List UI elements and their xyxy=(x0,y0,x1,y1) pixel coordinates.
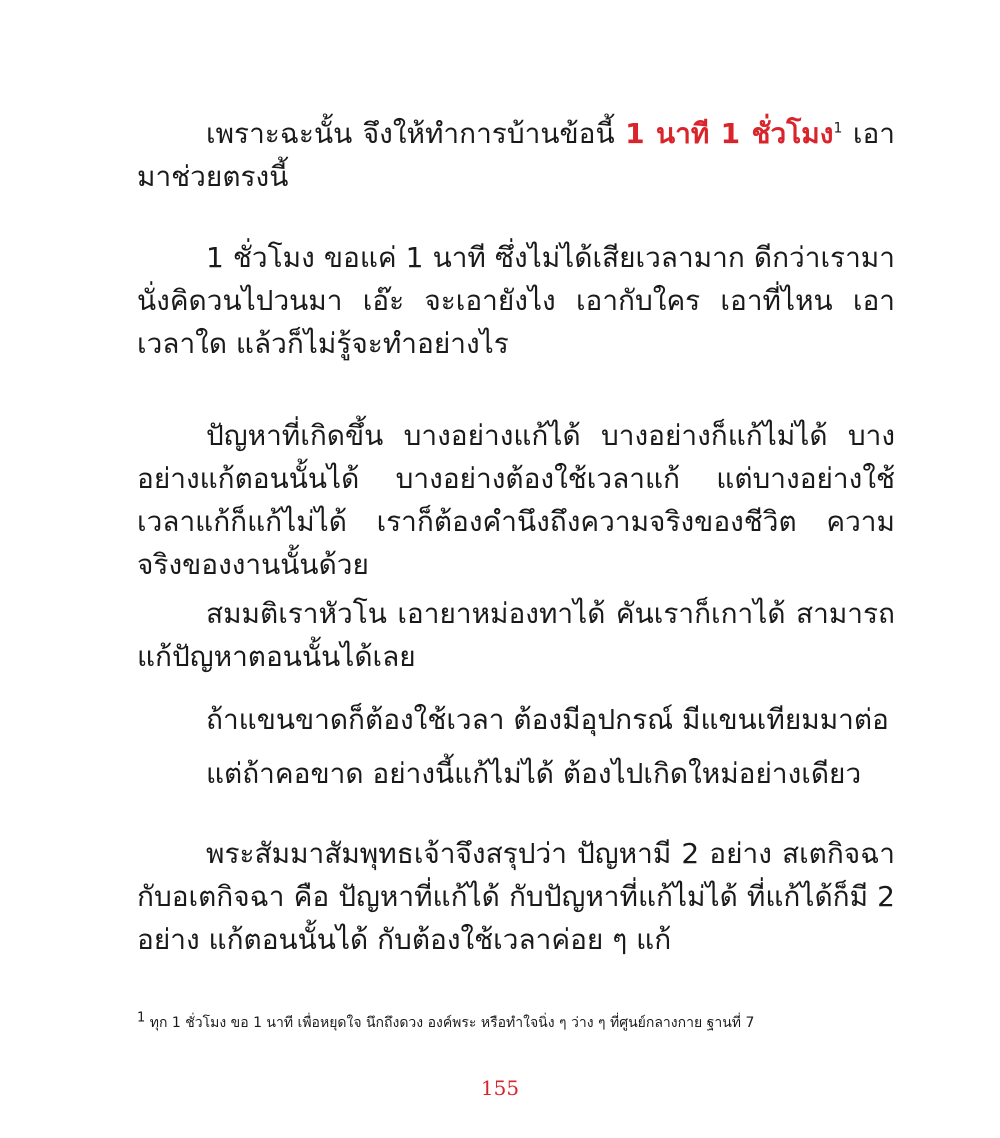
footnote-reference: 1 xyxy=(833,120,843,137)
paragraph-5: พระสัมมาสัมพุทธเจ้าจึงสรุปว่า ปัญหามี 2 อย่าง สเตกิจฉา กับอเตกิจฉา คือ ปัญหาที่แก้ได้ กับปัญหาที่แก้ไม่ได้ ที่แก้ได้ก็มี 2 อย่าง แก้ตอนนั้นได้ กับต้องใช้เวลาค่อย ๆ แก้ xyxy=(137,837,895,956)
highlighted-phrase: 1 นาที 1 ชั่วโมง xyxy=(625,117,834,150)
paragraph-1-text-after: เอามาช่วยตรงนี้ xyxy=(137,117,895,193)
footnote xyxy=(137,1012,917,1034)
verse-line-2: แต่ถ้าคอขาด อย่างนี้แก้ไม่ได้ ต้องไปเกิดใหม่อย่างเดียว xyxy=(206,757,862,790)
verse-line-1: ถ้าแขนขาดก็ต้องใช้เวลา ต้องมีอุปกรณ์ มีแขนเทียมมาต่อ xyxy=(206,703,889,736)
footnote-marker: 1 xyxy=(137,1010,146,1026)
paragraph-1 xyxy=(137,112,895,198)
paragraph-1-text-before: เพราะฉะนั้น จึงให้ทำการบ้านข้อนี้ xyxy=(206,117,626,150)
page-number: 155 xyxy=(480,1076,520,1100)
paragraph-4: สมมติเราหัวโน เอายาหม่องทาได้ คันเราก็เกาได้ สามารถแก้ปัญหาตอนนั้นได้เลย xyxy=(137,597,895,673)
paragraph-3: ปัญหาที่เกิดขึ้น บางอย่างแก้ได้ บางอย่างก็แก้ไม่ได้ บางอย่างแก้ตอนนั้นได้ บางอย่างต้องใช้เวลาแก้ แต่บางอย่างใช้เวลาแก้ก็แก้ไม่ได้ เราก็ต้องคำนึงถึงความจริงของชีวิต ความจริงของงานนั้นด้วย xyxy=(137,419,895,581)
footnote-text: ทุก 1 ชั่วโมง ขอ 1 นาที เพื่อหยุดใจ นึกถึงดวง องค์พระ หรือทำใจนิ่ง ๆ ว่าง ๆ ที่ศูนย์กลางกาย ฐานที่ 7 xyxy=(145,1015,755,1031)
paragraph-2: 1 ชั่วโมง ขอแค่ 1 นาที ซึ่งไม่ได้เสียเวลามาก ดีกว่าเรามานั่งคิดวนไปวนมา เอ๊ะ จะเอายังไง เอากับใคร เอาที่ไหน เอาเวลาใด แล้วก็ไม่รู้จะทำอย่างไร xyxy=(137,241,895,360)
